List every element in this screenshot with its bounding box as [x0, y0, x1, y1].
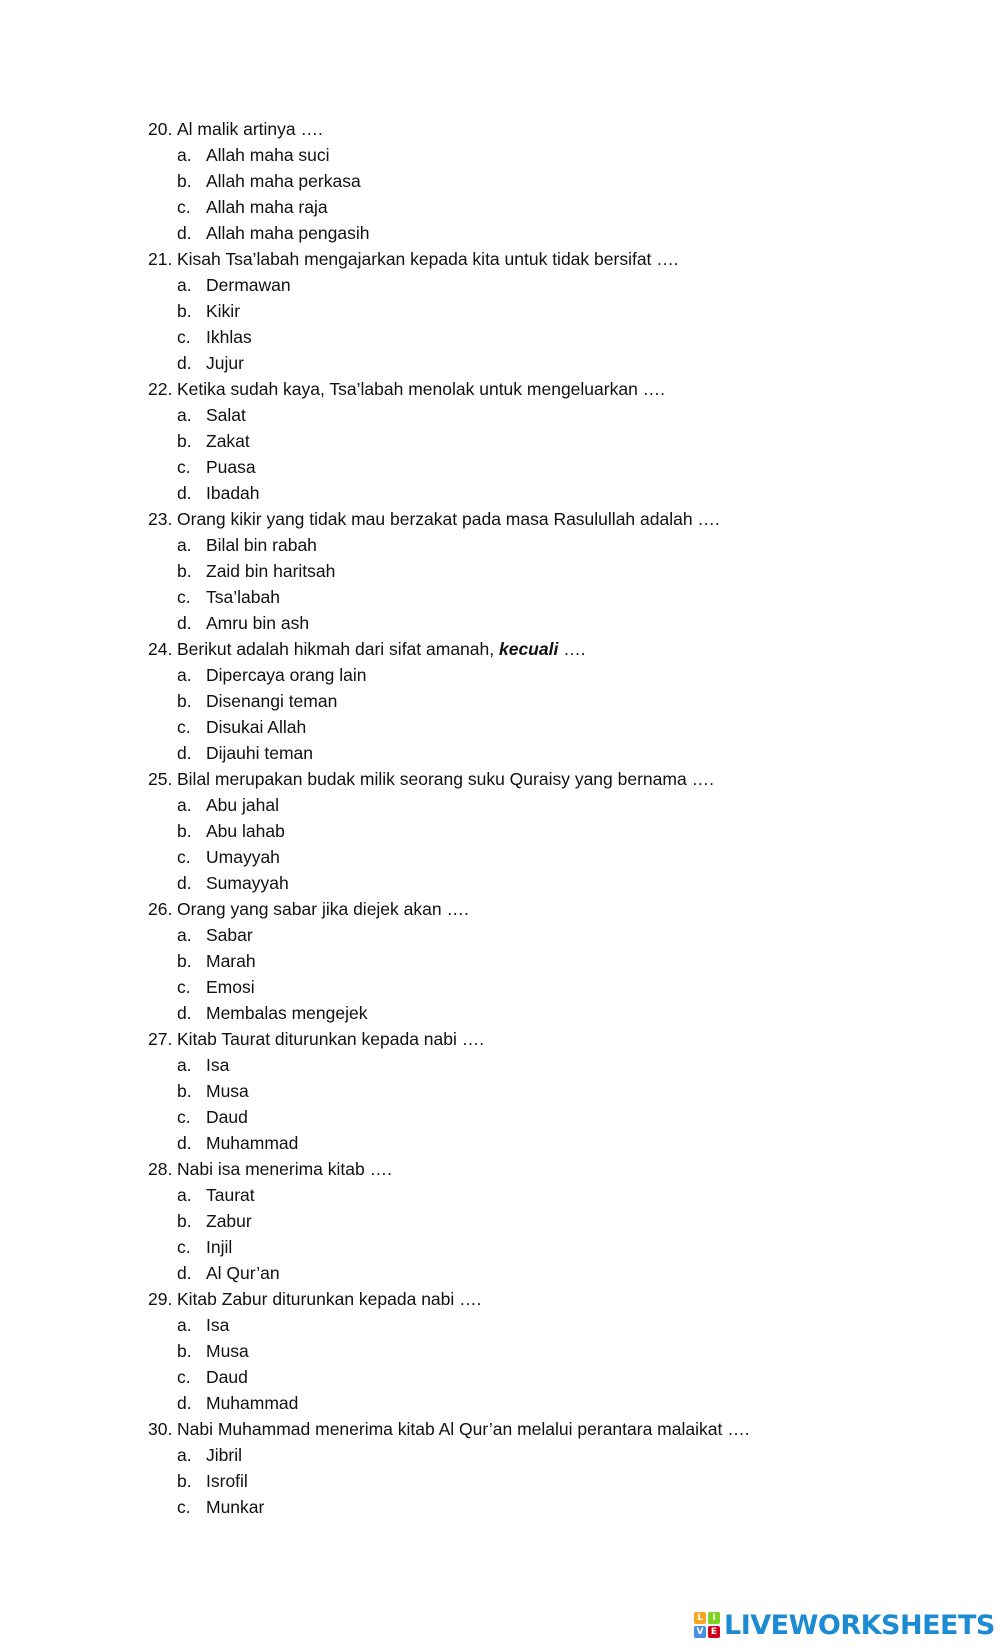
question-text: Berikut adalah hikmah dari sifat amanah,	[177, 639, 499, 659]
option-text: Allah maha perkasa	[206, 171, 361, 191]
answer-option	[148, 1234, 948, 1260]
answer-option	[148, 610, 948, 636]
question-text: Nabi Muhammad menerima kitab Al Qur’an melalui perantara malaikat ….	[177, 1419, 750, 1439]
question-number: 30.	[148, 1419, 173, 1439]
answer-option	[148, 1182, 948, 1208]
option-letter: c.	[177, 327, 191, 347]
answer-option	[148, 922, 948, 948]
answer-option	[148, 220, 948, 246]
option-text: Musa	[206, 1341, 249, 1361]
question-text: Ketika sudah kaya, Tsa’labah menolak untuk mengeluarkan ….	[177, 379, 666, 399]
answer-option	[148, 948, 948, 974]
answer-option	[148, 688, 948, 714]
answer-option	[148, 1494, 948, 1520]
question	[148, 506, 948, 532]
option-letter: b.	[177, 691, 192, 711]
option-letter: a.	[177, 665, 192, 685]
answer-option	[148, 844, 948, 870]
option-text: Tsa’labah	[206, 587, 280, 607]
option-letter: b.	[177, 1471, 192, 1491]
option-letter: b.	[177, 301, 192, 321]
option-text: Daud	[206, 1367, 248, 1387]
option-letter: d.	[177, 1133, 192, 1153]
answer-option	[148, 1364, 948, 1390]
answer-option	[148, 1078, 948, 1104]
answer-option	[148, 454, 948, 480]
option-letter: d.	[177, 223, 192, 243]
option-letter: d.	[177, 613, 192, 633]
question-number: 23.	[148, 509, 173, 529]
option-letter: d.	[177, 873, 192, 893]
option-letter: b.	[177, 561, 192, 581]
question	[148, 1416, 948, 1442]
option-text: Muhammad	[206, 1393, 299, 1413]
option-text: Jibril	[206, 1445, 242, 1465]
option-text: Sabar	[206, 925, 253, 945]
option-text: Bilal bin rabah	[206, 535, 317, 555]
answer-option	[148, 194, 948, 220]
option-text: Marah	[206, 951, 256, 971]
question	[148, 116, 948, 142]
question	[148, 636, 948, 662]
option-letter: d.	[177, 1003, 192, 1023]
logo-tile-e: E	[708, 1626, 720, 1638]
option-letter: a.	[177, 925, 192, 945]
question	[148, 246, 948, 272]
answer-option	[148, 1130, 948, 1156]
answer-option	[148, 402, 948, 428]
option-letter: b.	[177, 431, 192, 451]
question-number: 27.	[148, 1029, 173, 1049]
option-letter: c.	[177, 717, 191, 737]
option-text: Kikir	[206, 301, 241, 321]
answer-option	[148, 870, 948, 896]
option-letter: c.	[177, 197, 191, 217]
question-number: 22.	[148, 379, 173, 399]
question-text: Kitab Zabur diturunkan kepada nabi ….	[177, 1289, 482, 1309]
option-letter: c.	[177, 1237, 191, 1257]
question-number: 21.	[148, 249, 173, 269]
question	[148, 376, 948, 402]
option-letter: c.	[177, 587, 191, 607]
answer-option	[148, 714, 948, 740]
worksheet-question-list	[148, 116, 948, 1520]
question-text: Nabi isa menerima kitab ….	[177, 1159, 392, 1179]
option-text: Isa	[206, 1055, 230, 1075]
question	[148, 896, 948, 922]
option-text: Membalas mengejek	[206, 1003, 368, 1023]
answer-option	[148, 1468, 948, 1494]
option-text: Munkar	[206, 1497, 265, 1517]
question-number: 26.	[148, 899, 173, 919]
liveworksheets-wordmark: LIVEWORKSHEETS	[724, 1609, 995, 1641]
option-letter: c.	[177, 847, 191, 867]
answer-option	[148, 532, 948, 558]
liveworksheets-icon	[694, 1612, 720, 1638]
answer-option	[148, 1338, 948, 1364]
question-number: 20.	[148, 119, 173, 139]
answer-option	[148, 142, 948, 168]
option-letter: a.	[177, 1055, 192, 1075]
answer-option	[148, 818, 948, 844]
option-text: Allah maha raja	[206, 197, 328, 217]
question	[148, 1156, 948, 1182]
question-emphasis: kecuali	[498, 639, 559, 659]
question-number: 24.	[148, 639, 173, 659]
option-letter: b.	[177, 951, 192, 971]
option-letter: c.	[177, 977, 191, 997]
answer-option	[148, 168, 948, 194]
option-text: Sumayyah	[206, 873, 289, 893]
answer-option	[148, 1390, 948, 1416]
answer-option	[148, 428, 948, 454]
answer-option	[148, 974, 948, 1000]
option-letter: d.	[177, 1393, 192, 1413]
logo-tile-l: L	[694, 1612, 706, 1624]
option-letter: b.	[177, 1211, 192, 1231]
answer-option	[148, 1260, 948, 1286]
answer-option	[148, 480, 948, 506]
option-text: Musa	[206, 1081, 249, 1101]
option-text: Daud	[206, 1107, 248, 1127]
option-text: Salat	[206, 405, 246, 425]
option-letter: a.	[177, 535, 192, 555]
option-letter: b.	[177, 821, 192, 841]
option-text: Umayyah	[206, 847, 280, 867]
option-text: Abu lahab	[206, 821, 285, 841]
option-letter: b.	[177, 171, 192, 191]
option-text: Disenangi teman	[206, 691, 338, 711]
answer-option	[148, 298, 948, 324]
liveworksheets-logo	[694, 1610, 995, 1640]
option-letter: a.	[177, 405, 192, 425]
answer-option	[148, 1052, 948, 1078]
option-letter: b.	[177, 1341, 192, 1361]
option-letter: d.	[177, 1263, 192, 1283]
option-letter: c.	[177, 1107, 191, 1127]
option-letter: c.	[177, 457, 191, 477]
option-text: Disukai Allah	[206, 717, 307, 737]
answer-option	[148, 792, 948, 818]
answer-option	[148, 1312, 948, 1338]
question-suffix: ….	[558, 639, 586, 659]
logo-tile-i: I	[708, 1612, 720, 1624]
question-text: Bilal merupakan budak milik seorang suku Quraisy yang bernama ….	[177, 769, 714, 789]
option-text: Jujur	[206, 353, 244, 373]
answer-option	[148, 350, 948, 376]
answer-option	[148, 324, 948, 350]
option-text: Allah maha pengasih	[206, 223, 370, 243]
question-text: Kitab Taurat diturunkan kepada nabi ….	[177, 1029, 485, 1049]
question-text: Orang kikir yang tidak mau berzakat pada masa Rasulullah adalah ….	[177, 509, 720, 529]
option-letter: c.	[177, 1497, 191, 1517]
option-letter: d.	[177, 353, 192, 373]
option-text: Dijauhi teman	[206, 743, 313, 763]
option-text: Puasa	[206, 457, 256, 477]
option-letter: a.	[177, 275, 192, 295]
option-text: Zakat	[206, 431, 250, 451]
option-text: Zaid bin haritsah	[206, 561, 336, 581]
answer-option	[148, 740, 948, 766]
option-text: Ikhlas	[206, 327, 252, 347]
option-text: Isrofil	[206, 1471, 248, 1491]
option-text: Isa	[206, 1315, 230, 1335]
answer-option	[148, 558, 948, 584]
answer-option	[148, 1208, 948, 1234]
option-letter: a.	[177, 145, 192, 165]
question-text: Orang yang sabar jika diejek akan ….	[177, 899, 469, 919]
answer-option	[148, 272, 948, 298]
question-number: 28.	[148, 1159, 173, 1179]
logo-tile-v: V	[694, 1626, 706, 1638]
question-number: 29.	[148, 1289, 173, 1309]
option-letter: a.	[177, 1315, 192, 1335]
option-letter: d.	[177, 483, 192, 503]
option-text: Al Qur’an	[206, 1263, 280, 1283]
answer-option	[148, 662, 948, 688]
question	[148, 1026, 948, 1052]
question	[148, 766, 948, 792]
answer-option	[148, 1000, 948, 1026]
answer-option	[148, 1442, 948, 1468]
option-text: Ibadah	[206, 483, 260, 503]
option-text: Dermawan	[206, 275, 291, 295]
question-text: Al malik artinya ….	[177, 119, 323, 139]
option-letter: a.	[177, 795, 192, 815]
option-letter: c.	[177, 1367, 191, 1387]
option-letter: d.	[177, 743, 192, 763]
question-number: 25.	[148, 769, 173, 789]
option-text: Amru bin ash	[206, 613, 310, 633]
option-letter: a.	[177, 1185, 192, 1205]
option-letter: a.	[177, 1445, 192, 1465]
question	[148, 1286, 948, 1312]
option-text: Taurat	[206, 1185, 255, 1205]
option-text: Injil	[206, 1237, 233, 1257]
option-text: Allah maha suci	[206, 145, 330, 165]
option-text: Muhammad	[206, 1133, 299, 1153]
option-text: Dipercaya orang lain	[206, 665, 367, 685]
answer-option	[148, 1104, 948, 1130]
answer-option	[148, 584, 948, 610]
option-text: Zabur	[206, 1211, 252, 1231]
option-text: Abu jahal	[206, 795, 279, 815]
question-text: Kisah Tsa’labah mengajarkan kepada kita untuk tidak bersifat ….	[177, 249, 679, 269]
option-letter: b.	[177, 1081, 192, 1101]
option-text: Emosi	[206, 977, 255, 997]
